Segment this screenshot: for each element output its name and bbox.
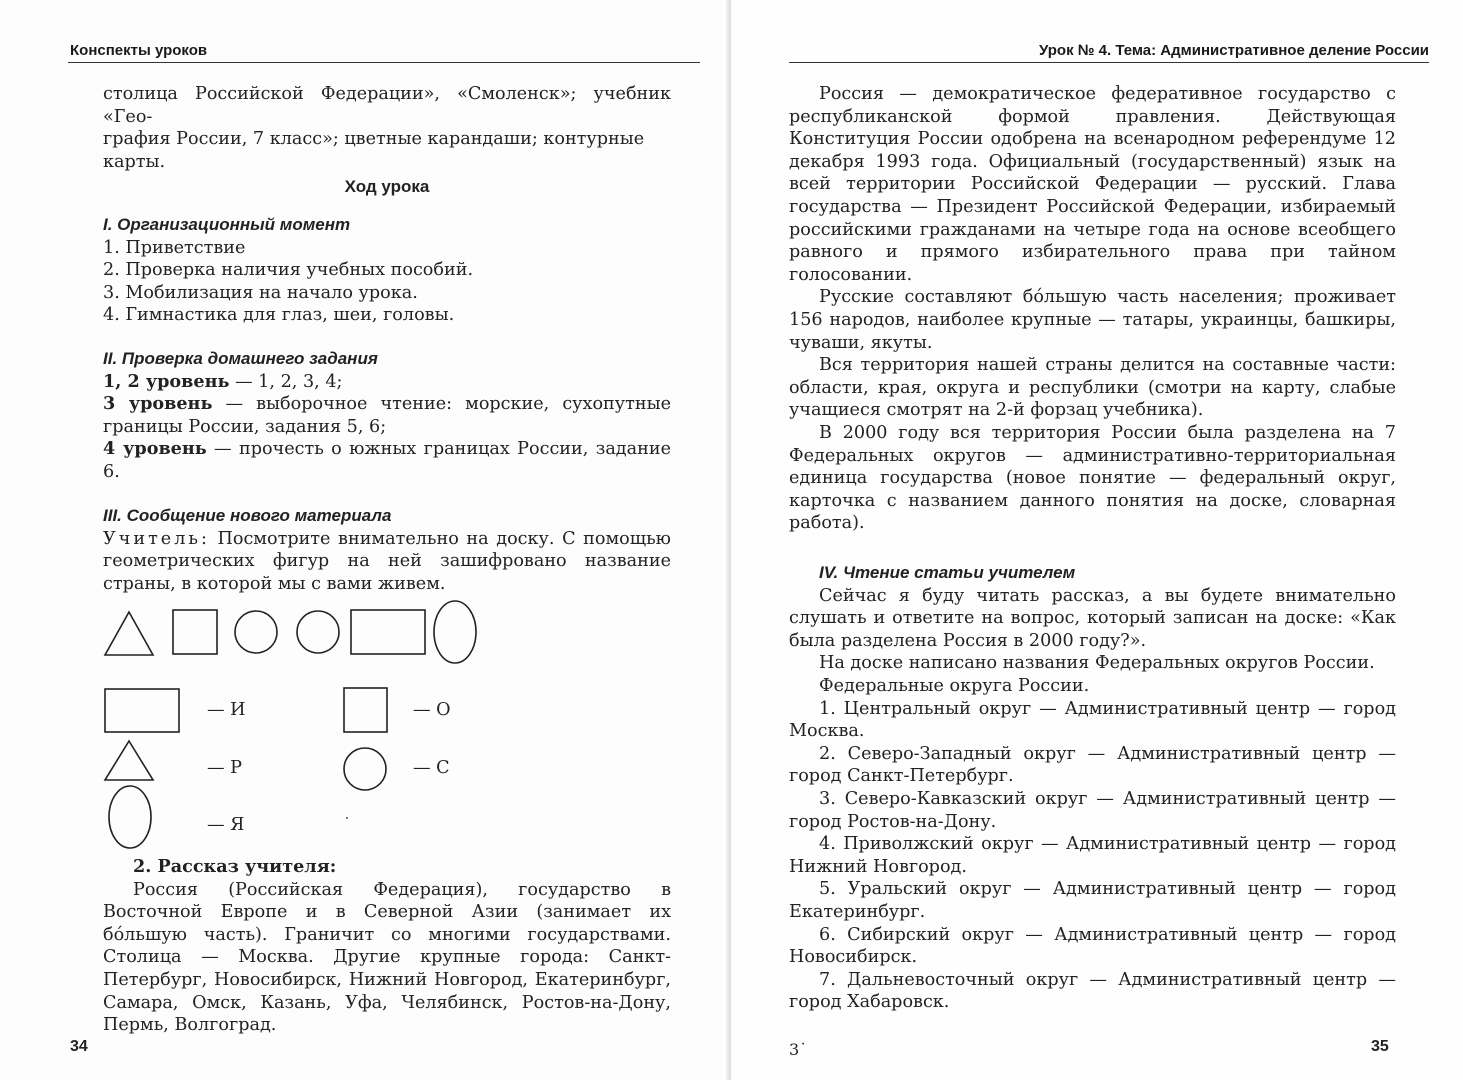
legend-label-i: — И: [207, 700, 246, 720]
district-item-5: 5. Уральский округ — Административный центр — город Екатеринбург.: [789, 879, 1396, 922]
intro-line-3: карты.: [103, 151, 166, 172]
district-item-2: 2. Северо-Западный округ — Административный центр — город Санкт-Петербург.: [789, 743, 1396, 787]
paragraph-territory: Вся территория нашей страны делится на составные части: области, края, округа и республики (смотри на карту, слабые учащиеся смотрят на 2-й форзац учебника).: [789, 355, 1396, 421]
district-item-7: 7. Дальневосточный округ — Административный центр — город Хабаровск.: [789, 969, 1396, 1013]
level-3-label: 3 уровень: [103, 393, 213, 415]
story-title: 2. Рассказ учителя:: [133, 856, 337, 877]
lesson-heading: Ход урока: [344, 177, 430, 196]
legend-label-r: — Р: [207, 758, 243, 778]
section-4-intro: Сейчас я буду читать рассказ, а вы будете внимательно слушать и ответите на вопрос, который записан на доске: «Как была разделена Россия в 2000 году?».: [789, 585, 1396, 651]
section-1-item-3: 3. Мобилизация на начало урока.: [103, 282, 418, 303]
section-1-item-4: 4. Гимнастика для глаз, шеи, головы.: [103, 305, 455, 326]
right-running-head: Урок № 4. Тема: Административное деление России: [1039, 42, 1430, 59]
district-item-1: 1. Центральный округ — Административный центр — город Москва.: [789, 698, 1396, 742]
section-4: [789, 562, 1396, 1014]
right-body: [789, 83, 1396, 535]
left-page: [0, 0, 731, 1080]
rectangle-shape: [351, 610, 425, 654]
intro-line-2: графия России, 7 класс»; цветные карандаши; контурные: [103, 129, 645, 150]
districts-list-title: Федеральные округа России.: [819, 675, 1090, 696]
intro-line-1: столица Российской Федерации», «Смоленск»; учебник «Гео-: [103, 84, 671, 127]
section-1-item-1: 1. Приветствие: [103, 237, 246, 258]
square-shape: [173, 610, 217, 654]
teacher-text: Посмотрите внимательно на доску. С помощью геометрических фигур на ней зашифровано название страны, в которой мы с вами живем.: [103, 528, 671, 594]
circle-shape: [297, 611, 339, 653]
legend-label-ya: — Я: [207, 815, 245, 835]
legend-ellipse: [109, 786, 151, 848]
level-4-text: — прочесть о южных границах России, задание 6.: [103, 439, 671, 482]
stray-dot: [346, 817, 348, 819]
legend-square: [344, 688, 387, 732]
level-3-text: — выборочное чтение: морские, сухопутные границы России, задания 5, 6;: [103, 394, 672, 437]
stray-mark: 3˙: [789, 1040, 808, 1059]
paragraph-districts: В 2000 году вся территория России была разделена на 7 Федеральных округов — административно-территориальная единица государства (новое понятие — федеральный округ, карточка с названием данного понятия на доске, словарная работа).: [789, 422, 1396, 534]
section-1-item-2: 2. Проверка наличия учебных пособий.: [103, 260, 474, 281]
section-4-title: IV. Чтение статьи учителем: [819, 563, 1076, 582]
story-text: Россия (Российская Федерация), государство в Восточной Европе и в Северной Азии (занимает их бóльшую часть). Граничит со многими государствами. Столица — Москва. Другие крупные города: Санкт-Петербург, Новосибирск, Нижний Новгород, Екатеринбург, Самара, Омск, Казань, Уфа, Челябинск, Ростов-на-Дону, Пермь, Волгоград.: [103, 879, 671, 1036]
district-item-3: 3. Северо-Кавказский округ — Административный центр — город Ростов-на-Дону.: [789, 788, 1396, 832]
paragraph-constitution: Россия — демократическое федеративное государство с республиканской формой правления. Действующая Конституция России одобрена на всенародном референдуме 12 декабря 1993 года. Официальный (государственный) язык на всей территории Российской Федерации — русский. Глава государства — Президент Российской Федерации, избираемый российскими гражданами на четыре года на основе всеобщего равного и прямого избирательного права при тайном голосовании.: [789, 84, 1396, 285]
district-item-6: 6. Сибирский округ — Административный центр — город Новосибирск.: [789, 924, 1396, 968]
level-1-2-text: — 1, 2, 3, 4;: [229, 371, 343, 392]
left-page-number: 34: [70, 1038, 88, 1055]
legend-label-s: — С: [413, 758, 450, 778]
legend-circle: [344, 748, 386, 790]
section-3-title: III. Сообщение нового материала: [103, 506, 392, 525]
level-1-2-label: 1, 2 уровень: [103, 370, 230, 392]
section-2-title: II. Проверка домашнего задания: [103, 349, 378, 368]
legend-label-o: — О: [413, 700, 451, 720]
legend-triangle: [105, 741, 153, 780]
circle-shape: [235, 611, 277, 653]
district-item-4: 4. Приволжский округ — Административный центр — город Нижний Новгород.: [789, 834, 1396, 877]
board-line: На доске написано названия Федеральных округов России.: [819, 653, 1375, 674]
paragraph-population: Русские составляют бóльшую часть населения; проживает 156 народов, наиболее крупные — татары, украинцы, башкиры, чуваши, якуты.: [789, 287, 1396, 353]
triangle-shape: [105, 612, 153, 655]
legend-rectangle: [105, 689, 179, 732]
level-4-label: 4 уровень: [103, 438, 207, 460]
right-page-number: 35: [1371, 1038, 1389, 1055]
teacher-label: Учитель:: [103, 528, 210, 549]
ellipse-shape: [434, 601, 476, 663]
section-1-title: I. Организационный момент: [103, 215, 351, 234]
left-running-head: Конспекты уроков: [70, 42, 208, 59]
right-header-rule: [789, 62, 1429, 63]
story-block: [103, 856, 671, 1037]
